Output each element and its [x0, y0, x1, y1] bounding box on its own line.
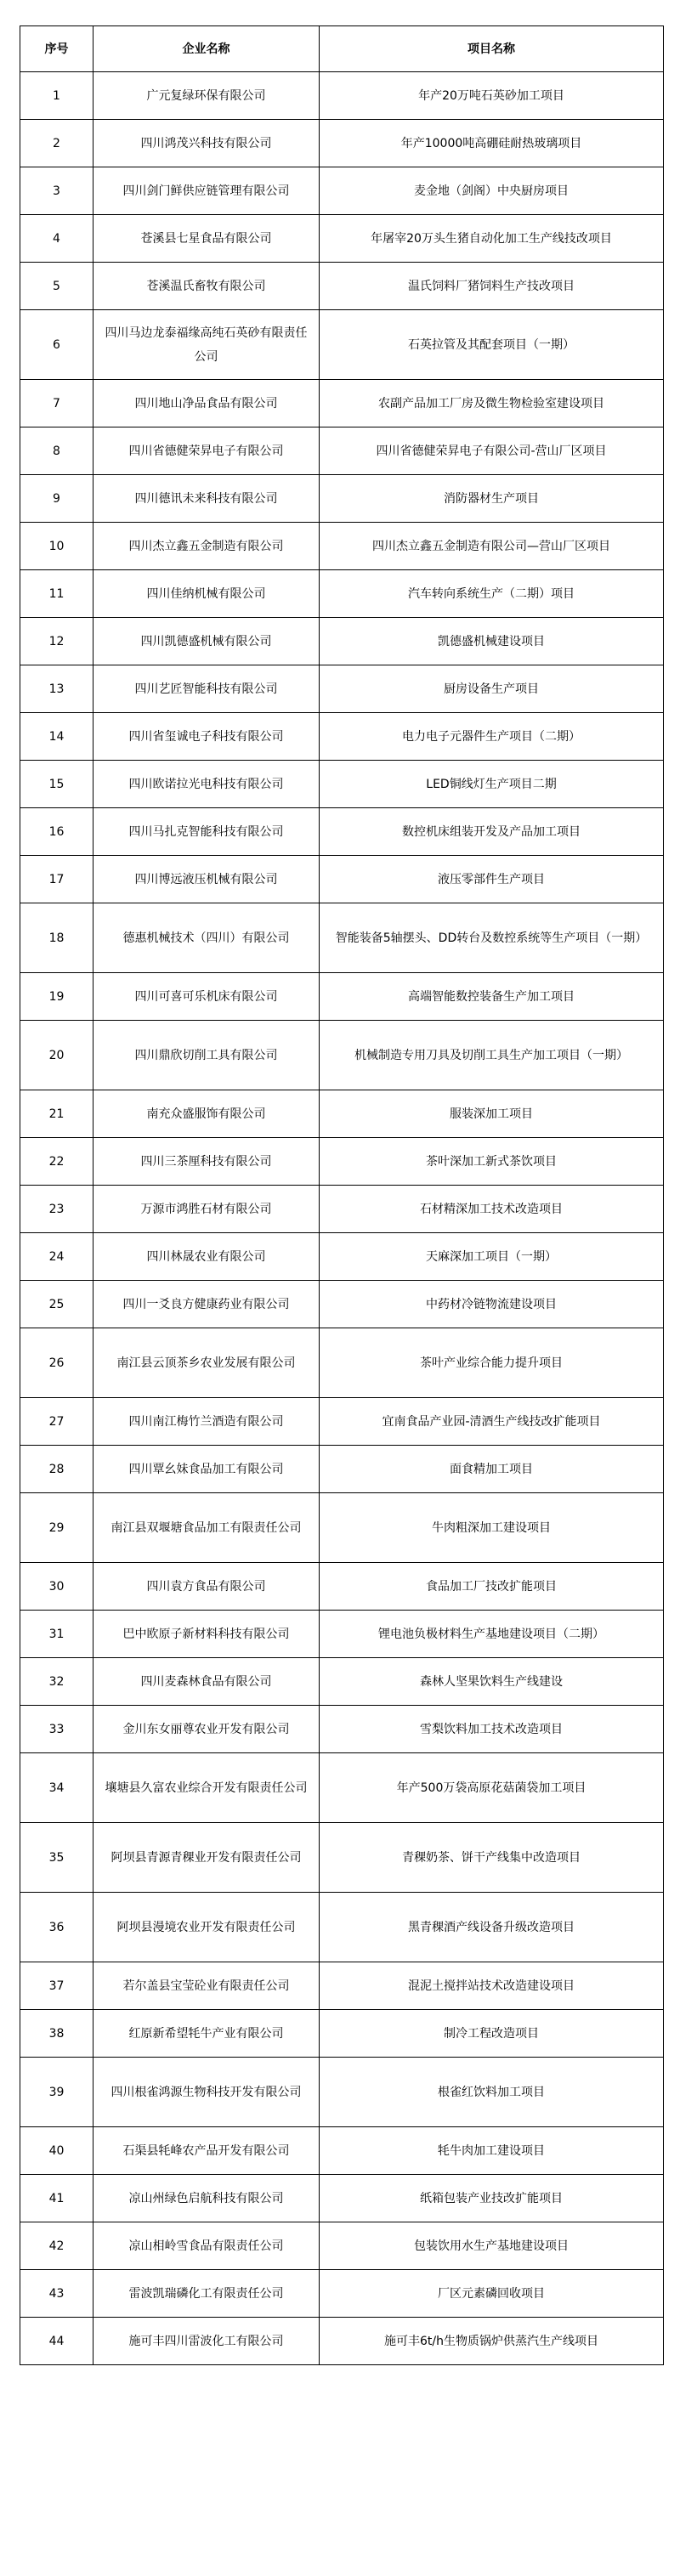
- table-row: [20, 1090, 664, 1138]
- project-name: 温氏饲料厂猪饲料生产技改项目: [320, 263, 664, 310]
- project-name: 四川杰立鑫五金制造有限公司—营山厂区项目: [320, 523, 664, 570]
- table-row: [20, 1328, 664, 1398]
- header-project: 项目名称: [320, 26, 664, 72]
- row-number: 38: [20, 2010, 94, 2058]
- company-name: 南充众盛服饰有限公司: [94, 1090, 320, 1138]
- project-name: 雪梨饮料加工技术改造项目: [320, 1706, 664, 1753]
- header-company: 企业名称: [94, 26, 320, 72]
- project-name: 液压零部件生产项目: [320, 856, 664, 903]
- table-row: [20, 263, 664, 310]
- company-name: 四川博远液压机械有限公司: [94, 856, 320, 903]
- table-row: [20, 2318, 664, 2365]
- row-number: 5: [20, 263, 94, 310]
- table-row: [20, 1658, 664, 1706]
- company-name: 四川鼎欣切削工具有限公司: [94, 1021, 320, 1090]
- company-name: 四川马边龙泰福缘高纯石英砂有限责任公司: [94, 310, 320, 380]
- project-name: 四川省德健荣昇电子有限公司-营山厂区项目: [320, 427, 664, 475]
- company-name: 南江县双堰塘食品加工有限责任公司: [94, 1493, 320, 1563]
- company-name: 南江县云顶茶乡农业发展有限公司: [94, 1328, 320, 1398]
- table-row: [20, 1398, 664, 1446]
- table-row: [20, 2222, 664, 2270]
- table-row: [20, 310, 664, 380]
- row-number: 15: [20, 761, 94, 808]
- table-row: [20, 713, 664, 761]
- row-number: 8: [20, 427, 94, 475]
- company-name: 四川袁方食品有限公司: [94, 1563, 320, 1611]
- project-name: 厨房设备生产项目: [320, 665, 664, 713]
- row-number: 26: [20, 1328, 94, 1398]
- company-name: 德惠机械技术（四川）有限公司: [94, 903, 320, 973]
- company-name: 四川麦森林食品有限公司: [94, 1658, 320, 1706]
- table-row: [20, 2175, 664, 2222]
- company-name: 四川三茶厘科技有限公司: [94, 1138, 320, 1186]
- table-header-row: [20, 26, 664, 72]
- table-row: [20, 761, 664, 808]
- table-row: [20, 2010, 664, 2058]
- company-name: 四川一爻良方健康药业有限公司: [94, 1281, 320, 1328]
- table-row: [20, 1281, 664, 1328]
- row-number: 16: [20, 808, 94, 856]
- project-name: 制冷工程改造项目: [320, 2010, 664, 2058]
- project-name: 食品加工厂技改扩能项目: [320, 1563, 664, 1611]
- company-name: 四川省德健荣昇电子有限公司: [94, 427, 320, 475]
- company-name: 四川鸿茂兴科技有限公司: [94, 120, 320, 167]
- project-name: 锂电池负极材料生产基地建设项目（二期）: [320, 1611, 664, 1658]
- row-number: 29: [20, 1493, 94, 1563]
- project-name: 青稞奶茶、饼干产线集中改造项目: [320, 1823, 664, 1893]
- company-name: 四川马扎克智能科技有限公司: [94, 808, 320, 856]
- company-name: 四川佳纳机械有限公司: [94, 570, 320, 618]
- company-name: 四川根雀鸿源生物科技开发有限公司: [94, 2058, 320, 2127]
- table-row: [20, 1493, 664, 1563]
- table-row: [20, 523, 664, 570]
- table-row: [20, 1611, 664, 1658]
- table-row: [20, 1893, 664, 1962]
- row-number: 14: [20, 713, 94, 761]
- table-row: [20, 380, 664, 427]
- project-name: 黑青稞酒产线设备升级改造项目: [320, 1893, 664, 1962]
- row-number: 22: [20, 1138, 94, 1186]
- row-number: 32: [20, 1658, 94, 1706]
- row-number: 25: [20, 1281, 94, 1328]
- company-name: 雷波凯瑞磷化工有限责任公司: [94, 2270, 320, 2318]
- project-name: 消防器材生产项目: [320, 475, 664, 523]
- row-number: 41: [20, 2175, 94, 2222]
- company-name: 四川艺匠智能科技有限公司: [94, 665, 320, 713]
- company-name: 凉山州绿色启航科技有限公司: [94, 2175, 320, 2222]
- company-name: 四川林晟农业有限公司: [94, 1233, 320, 1281]
- table-row: [20, 72, 664, 120]
- table-row: [20, 120, 664, 167]
- project-name: 宜南食品产业园-清酒生产线技改扩能项目: [320, 1398, 664, 1446]
- company-name: 若尔盖县宝莹砼业有限责任公司: [94, 1962, 320, 2010]
- table-row: [20, 570, 664, 618]
- table-row: [20, 2270, 664, 2318]
- project-name: 根雀红饮料加工项目: [320, 2058, 664, 2127]
- company-name: 四川德讯未来科技有限公司: [94, 475, 320, 523]
- company-name: 四川凯德盛机械有限公司: [94, 618, 320, 665]
- project-list-table: [20, 25, 664, 2365]
- company-name: 石渠县牦峰农产品开发有限公司: [94, 2127, 320, 2175]
- row-number: 20: [20, 1021, 94, 1090]
- project-name: 茶叶产业综合能力提升项目: [320, 1328, 664, 1398]
- row-number: 31: [20, 1611, 94, 1658]
- row-number: 39: [20, 2058, 94, 2127]
- project-name: 年产10000吨高硼硅耐热玻璃项目: [320, 120, 664, 167]
- company-name: 施可丰四川雷波化工有限公司: [94, 2318, 320, 2365]
- project-name: 中药材冷链物流建设项目: [320, 1281, 664, 1328]
- table-row: [20, 1753, 664, 1823]
- row-number: 2: [20, 120, 94, 167]
- company-name: 壤塘县久富农业综合开发有限责任公司: [94, 1753, 320, 1823]
- project-name: 机械制造专用刀具及切削工具生产加工项目（一期）: [320, 1021, 664, 1090]
- row-number: 33: [20, 1706, 94, 1753]
- table-row: [20, 1021, 664, 1090]
- table-row: [20, 856, 664, 903]
- project-name: 数控机床组装开发及产品加工项目: [320, 808, 664, 856]
- project-name: 包装饮用水生产基地建设项目: [320, 2222, 664, 2270]
- project-name: 年产500万袋高原花菇菌袋加工项目: [320, 1753, 664, 1823]
- row-number: 28: [20, 1446, 94, 1493]
- table-row: [20, 2058, 664, 2127]
- row-number: 4: [20, 215, 94, 263]
- project-list-table-container: [20, 25, 663, 2365]
- company-name: 四川可喜可乐机床有限公司: [94, 973, 320, 1021]
- table-row: [20, 1446, 664, 1493]
- row-number: 34: [20, 1753, 94, 1823]
- company-name: 四川杰立鑫五金制造有限公司: [94, 523, 320, 570]
- row-number: 17: [20, 856, 94, 903]
- project-name: 智能装备5轴摆头、DD转台及数控系统等生产项目（一期）: [320, 903, 664, 973]
- table-row: [20, 1962, 664, 2010]
- table-row: [20, 618, 664, 665]
- table-row: [20, 903, 664, 973]
- row-number: 9: [20, 475, 94, 523]
- project-name: 麦金地（剑阁）中央厨房项目: [320, 167, 664, 215]
- company-name: 广元复绿环保有限公司: [94, 72, 320, 120]
- project-name: 牦牛肉加工建设项目: [320, 2127, 664, 2175]
- row-number: 1: [20, 72, 94, 120]
- company-name: 四川省玺诚电子科技有限公司: [94, 713, 320, 761]
- row-number: 40: [20, 2127, 94, 2175]
- table-row: [20, 1823, 664, 1893]
- row-number: 11: [20, 570, 94, 618]
- table-row: [20, 1563, 664, 1611]
- row-number: 12: [20, 618, 94, 665]
- row-number: 27: [20, 1398, 94, 1446]
- company-name: 阿坝县青源青稞业开发有限责任公司: [94, 1823, 320, 1893]
- row-number: 43: [20, 2270, 94, 2318]
- project-name: 年产20万吨石英砂加工项目: [320, 72, 664, 120]
- project-name: 天麻深加工项目（一期）: [320, 1233, 664, 1281]
- table-row: [20, 475, 664, 523]
- project-name: 混泥土搅拌站技术改造建设项目: [320, 1962, 664, 2010]
- table-row: [20, 1186, 664, 1233]
- project-name: 高端智能数控装备生产加工项目: [320, 973, 664, 1021]
- row-number: 13: [20, 665, 94, 713]
- company-name: 四川地山净品食品有限公司: [94, 380, 320, 427]
- row-number: 35: [20, 1823, 94, 1893]
- project-name: LED铜线灯生产项目二期: [320, 761, 664, 808]
- project-name: 施可丰6t/h生物质锅炉供蒸汽生产线项目: [320, 2318, 664, 2365]
- row-number: 7: [20, 380, 94, 427]
- header-no: 序号: [20, 26, 94, 72]
- project-name: 服装深加工项目: [320, 1090, 664, 1138]
- table-row: [20, 427, 664, 475]
- company-name: 苍溪县七星食品有限公司: [94, 215, 320, 263]
- row-number: 24: [20, 1233, 94, 1281]
- project-name: 电力电子元器件生产项目（二期）: [320, 713, 664, 761]
- row-number: 6: [20, 310, 94, 380]
- company-name: 万源市鸿胜石材有限公司: [94, 1186, 320, 1233]
- row-number: 18: [20, 903, 94, 973]
- project-name: 汽车转向系统生产（二期）项目: [320, 570, 664, 618]
- project-name: 厂区元素磷回收项目: [320, 2270, 664, 2318]
- project-name: 农副产品加工厂房及微生物检验室建设项目: [320, 380, 664, 427]
- row-number: 42: [20, 2222, 94, 2270]
- company-name: 阿坝县漫境农业开发有限责任公司: [94, 1893, 320, 1962]
- row-number: 30: [20, 1563, 94, 1611]
- project-name: 牛肉粗深加工建设项目: [320, 1493, 664, 1563]
- table-row: [20, 1138, 664, 1186]
- project-name: 凯德盛机械建设项目: [320, 618, 664, 665]
- row-number: 37: [20, 1962, 94, 2010]
- table-row: [20, 665, 664, 713]
- company-name: 四川剑门鲜供应链管理有限公司: [94, 167, 320, 215]
- company-name: 四川欧诺拉光电科技有限公司: [94, 761, 320, 808]
- project-name: 石英拉管及其配套项目（一期）: [320, 310, 664, 380]
- company-name: 金川东女丽尊农业开发有限公司: [94, 1706, 320, 1753]
- company-name: 巴中欧原子新材料科技有限公司: [94, 1611, 320, 1658]
- table-row: [20, 973, 664, 1021]
- table-body: [20, 72, 664, 2365]
- row-number: 44: [20, 2318, 94, 2365]
- row-number: 36: [20, 1893, 94, 1962]
- company-name: 凉山相岭雪食品有限责任公司: [94, 2222, 320, 2270]
- company-name: 红原新希望牦牛产业有限公司: [94, 2010, 320, 2058]
- row-number: 3: [20, 167, 94, 215]
- table-row: [20, 1233, 664, 1281]
- row-number: 23: [20, 1186, 94, 1233]
- table-row: [20, 2127, 664, 2175]
- row-number: 21: [20, 1090, 94, 1138]
- company-name: 四川南江梅竹兰酒造有限公司: [94, 1398, 320, 1446]
- project-name: 年屠宰20万头生猪自动化加工生产线技改项目: [320, 215, 664, 263]
- row-number: 19: [20, 973, 94, 1021]
- project-name: 石材精深加工技术改造项目: [320, 1186, 664, 1233]
- project-name: 茶叶深加工新式茶饮项目: [320, 1138, 664, 1186]
- company-name: 四川覃幺妹食品加工有限公司: [94, 1446, 320, 1493]
- row-number: 10: [20, 523, 94, 570]
- table-row: [20, 808, 664, 856]
- company-name: 苍溪温氏畜牧有限公司: [94, 263, 320, 310]
- table-row: [20, 215, 664, 263]
- project-name: 森林人坚果饮料生产线建设: [320, 1658, 664, 1706]
- table-row: [20, 1706, 664, 1753]
- project-name: 纸箱包装产业技改扩能项目: [320, 2175, 664, 2222]
- table-row: [20, 167, 664, 215]
- project-name: 面食精加工项目: [320, 1446, 664, 1493]
